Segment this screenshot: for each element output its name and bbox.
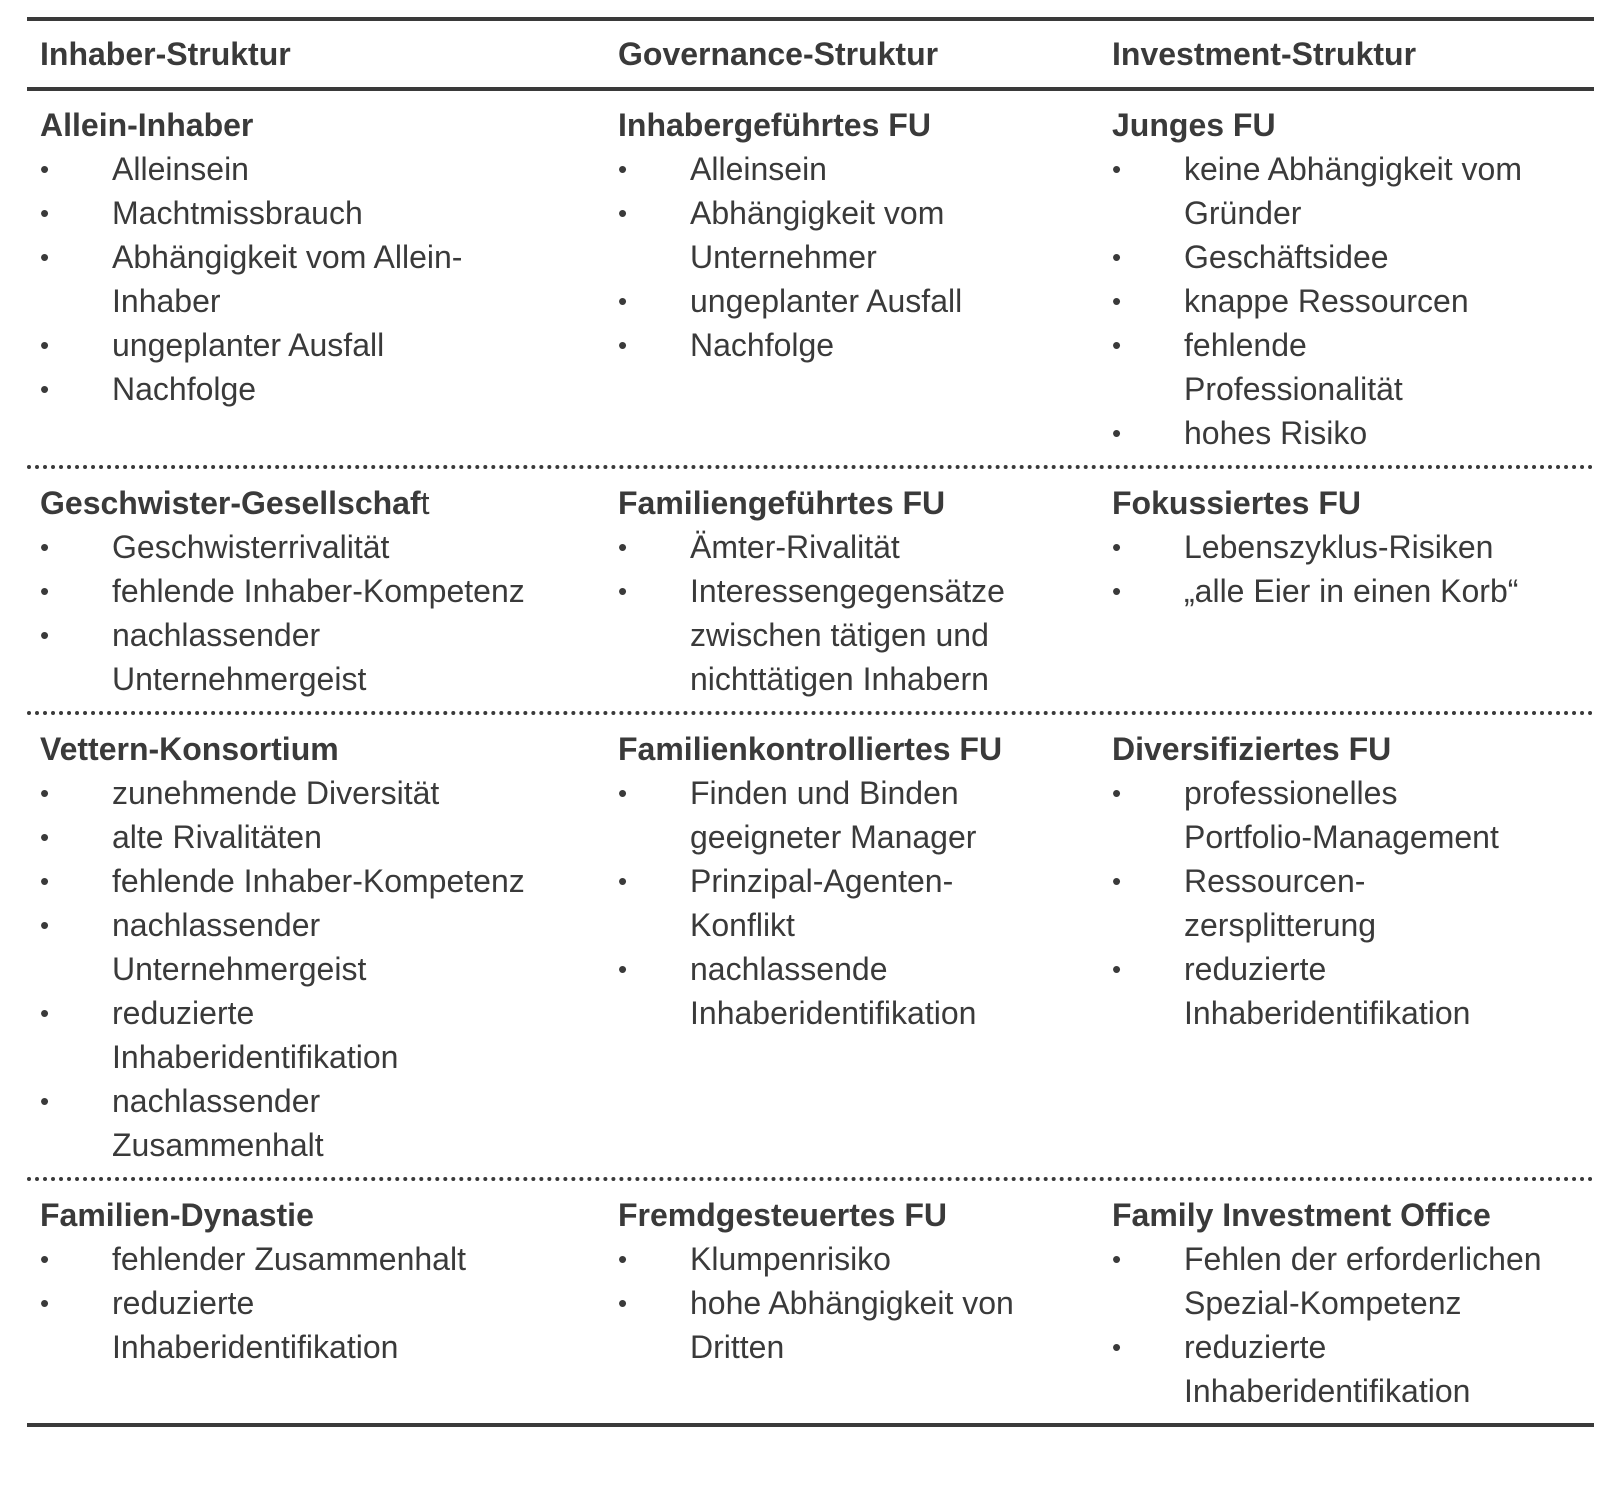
list-item: [618, 279, 1099, 323]
item-text: Geschäftsidee: [1184, 239, 1389, 275]
item-text: ungeplanter Ausfall: [690, 283, 963, 319]
list-item: [1112, 279, 1594, 323]
list-item: [40, 815, 605, 859]
bullet-icon: •: [1112, 954, 1122, 984]
item-text: reduzierte Inhaberidentifikation: [1184, 951, 1471, 1031]
list-item: [618, 323, 1099, 367]
bullet-icon: •: [1112, 154, 1122, 184]
list-item: [618, 569, 1064, 701]
bullet-list: [40, 525, 605, 701]
table-cell: [27, 1181, 605, 1423]
bullet-icon: •: [40, 778, 50, 808]
bullet-list: [618, 147, 1099, 367]
item-text: zunehmende Diversität: [112, 775, 440, 811]
bullet-icon: •: [40, 620, 50, 650]
list-item: [40, 191, 605, 235]
table-cell: [605, 469, 1099, 711]
table-cell: [1099, 91, 1594, 465]
list-item: [40, 147, 605, 191]
bullet-icon: •: [40, 866, 50, 896]
bullet-icon: •: [618, 1288, 628, 1318]
bullet-list: [40, 771, 605, 1167]
bullet-icon: •: [40, 242, 50, 272]
bullet-icon: •: [40, 822, 50, 852]
bullet-icon: •: [618, 954, 628, 984]
list-item: [40, 1237, 605, 1281]
list-item: [40, 367, 605, 411]
table-cell: [605, 715, 1099, 1177]
bullet-icon: •: [40, 1288, 50, 1318]
item-text: fehlender Zusammenhalt: [112, 1241, 466, 1277]
item-text: hohes Risiko: [1184, 415, 1368, 451]
table-cell: [1099, 715, 1594, 1177]
table-cell: [27, 715, 605, 1177]
bullet-icon: •: [40, 154, 50, 184]
list-item: [40, 613, 406, 701]
bullet-icon: •: [40, 998, 50, 1028]
list-item: [1112, 323, 1448, 411]
item-text: alte Rivalitäten: [112, 819, 322, 855]
table-cell: [27, 91, 605, 465]
list-item: [40, 1281, 406, 1369]
bullet-icon: •: [618, 532, 628, 562]
bullet-icon: •: [1112, 532, 1122, 562]
item-text: Lebenszyklus-Risiken: [1184, 529, 1494, 565]
bullet-list: [618, 1237, 1099, 1369]
table-row: [27, 91, 1594, 465]
item-text: Geschwisterrivalität: [112, 529, 390, 565]
list-item: [40, 771, 605, 815]
list-item: [1112, 411, 1594, 455]
bullet-icon: •: [1112, 778, 1122, 808]
item-text: Machtmissbrauch: [112, 195, 363, 231]
list-item: [1112, 859, 1418, 947]
table-cell: [27, 469, 605, 711]
item-text: ungeplanter Ausfall: [112, 327, 385, 363]
table-row: [27, 469, 1594, 711]
header-inhaber-struktur: Inhaber-Struktur: [40, 35, 291, 72]
cell-title: Fokussiertes FU: [1112, 485, 1361, 521]
cell-title: Allein-Inhaber: [40, 107, 254, 143]
bullet-icon: •: [618, 330, 628, 360]
cell-title-main: Geschwister-Gesellschaf: [40, 485, 421, 521]
item-text: nachlassender Zusammenhalt: [112, 1083, 324, 1163]
cell-title: Familiengeführtes FU: [618, 485, 946, 521]
bullet-icon: •: [618, 1244, 628, 1274]
cell-title-suffix: t: [420, 485, 430, 521]
item-text: fehlende Professionalität: [1184, 327, 1403, 407]
table-cell: [1099, 469, 1594, 711]
item-text: reduzierte Inhaberidentifikation: [112, 995, 399, 1075]
header-row: [27, 21, 1594, 87]
item-text: nachlassende Inhaberidentifikation: [690, 951, 977, 1031]
bullet-list: [618, 525, 1099, 701]
cell-title: Inhabergeführtes FU: [618, 107, 931, 143]
item-text: nachlassender Unternehmergeist: [112, 907, 367, 987]
bullet-icon: •: [40, 910, 50, 940]
cell-title: Familienkontrolliertes FU: [618, 731, 1003, 767]
bullet-icon: •: [618, 198, 628, 228]
list-item: [40, 991, 406, 1079]
list-item: [40, 903, 406, 991]
item-text: professionelles Portfolio-Management: [1184, 775, 1499, 855]
bullet-icon: •: [1112, 242, 1122, 272]
list-item: [40, 525, 605, 569]
item-text: fehlende Inhaber-Kompetenz: [112, 863, 525, 899]
bullet-icon: •: [1112, 418, 1122, 448]
bullet-list: [1112, 525, 1594, 613]
bullet-icon: •: [618, 576, 628, 606]
item-text: Finden und Binden geeigneter Manager: [690, 775, 977, 855]
list-item: [618, 947, 994, 1035]
list-item: [40, 235, 516, 323]
list-item: [618, 147, 1099, 191]
list-item: [1112, 525, 1594, 569]
list-item: [618, 525, 1099, 569]
bullet-list: [40, 1237, 605, 1369]
list-item: [618, 859, 994, 947]
bullet-list: [1112, 147, 1594, 455]
bullet-list: [1112, 771, 1594, 1035]
bullet-icon: •: [618, 286, 628, 316]
item-text: Abhängigkeit vom Unternehmer: [690, 195, 945, 275]
bullet-list: [40, 147, 605, 411]
table-cell: [605, 91, 1099, 465]
item-text: Klumpenrisiko: [690, 1241, 891, 1277]
cell-title: Diversifiziertes FU: [1112, 731, 1392, 767]
bullet-icon: •: [618, 154, 628, 184]
item-text: hohe Abhängigkeit von Dritten: [690, 1285, 1014, 1365]
list-item: [1112, 235, 1594, 279]
bullet-icon: •: [40, 1244, 50, 1274]
table-row: [27, 715, 1594, 1177]
bullet-icon: •: [1112, 1244, 1122, 1274]
bullet-icon: •: [1112, 286, 1122, 316]
cell-title: Junges FU: [1112, 107, 1276, 143]
list-item: [1112, 147, 1578, 235]
item-text: reduzierte Inhaberidentifikation: [112, 1285, 399, 1365]
item-text: Prinzipal-Agenten-Konflikt: [690, 863, 954, 943]
bullet-icon: •: [618, 778, 628, 808]
bullet-icon: •: [40, 532, 50, 562]
list-item: [618, 771, 1024, 859]
item-text: Alleinsein: [112, 151, 249, 187]
header-governance-struktur: Governance-Struktur: [618, 35, 939, 72]
item-text: keine Abhängigkeit vom Gründer: [1184, 151, 1522, 231]
bullet-list: [1112, 1237, 1594, 1413]
bullet-list: [618, 771, 1099, 1035]
list-item: [1112, 1237, 1558, 1325]
item-text: nachlassender Unternehmergeist: [112, 617, 367, 697]
item-text: Nachfolge: [112, 371, 257, 407]
item-text: Interessengegensätze zwischen tätigen und nichttätigen Inhabern: [690, 573, 1005, 697]
item-text: reduzierte Inhaberidentifikation: [1184, 1329, 1471, 1409]
list-item: [618, 1237, 1099, 1281]
bullet-icon: •: [1112, 866, 1122, 896]
list-item: [40, 1079, 406, 1167]
list-item: [1112, 1325, 1488, 1413]
list-item: [1112, 771, 1528, 859]
item-text: knappe Ressourcen: [1184, 283, 1469, 319]
list-item: [40, 569, 605, 613]
item-text: Ämter-Rivalität: [690, 529, 900, 565]
table-row: [27, 1181, 1594, 1423]
list-item: [1112, 947, 1488, 1035]
header-investment-struktur: Investment-Struktur: [1112, 35, 1417, 72]
cell-title: Vettern-Konsortium: [40, 731, 339, 767]
list-item: [618, 1281, 1074, 1369]
table-cell: [605, 1181, 1099, 1423]
table-cell: [1099, 1181, 1594, 1423]
bullet-icon: •: [1112, 330, 1122, 360]
item-text: Ressourcen-zersplitterung: [1184, 863, 1377, 943]
item-text: Fehlen der erforderlichen Spezial-Kompetenz: [1184, 1241, 1542, 1321]
list-item: [618, 191, 994, 279]
list-item: [1112, 569, 1594, 613]
list-item: [40, 859, 605, 903]
bullet-icon: •: [40, 1086, 50, 1116]
bullet-icon: •: [618, 866, 628, 896]
structure-risk-table: [27, 17, 1594, 1427]
item-text: „alle Eier in einen Korb“: [1184, 573, 1519, 609]
cell-title: Familien-Dynastie: [40, 1197, 314, 1233]
cell-title: Family Investment Office: [1112, 1197, 1491, 1233]
cell-title: [40, 481, 605, 525]
bullet-icon: •: [1112, 576, 1122, 606]
bullet-icon: •: [40, 198, 50, 228]
bullet-icon: •: [1112, 1332, 1122, 1362]
item-text: Nachfolge: [690, 327, 835, 363]
bullet-icon: •: [40, 330, 50, 360]
bullet-icon: •: [40, 374, 50, 404]
cell-title: Fremdgesteuertes FU: [618, 1197, 947, 1233]
item-text: Alleinsein: [690, 151, 827, 187]
bottom-rule: [27, 1423, 1594, 1427]
item-text: fehlende Inhaber-Kompetenz: [112, 573, 525, 609]
bullet-icon: •: [40, 576, 50, 606]
item-text: Abhängigkeit vom Allein-Inhaber: [112, 239, 463, 319]
list-item: [40, 323, 605, 367]
